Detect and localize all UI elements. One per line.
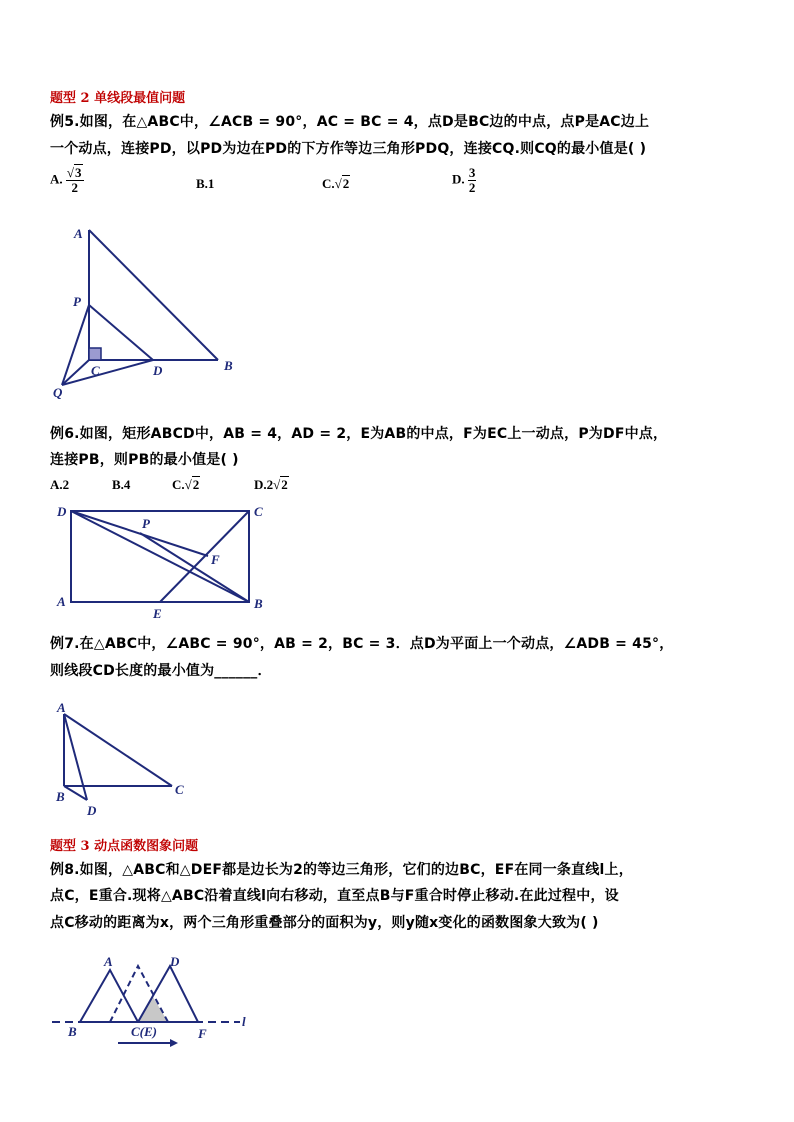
label-a: A (57, 594, 66, 609)
example-5-line-2: 一个动点，连接PD，以PD为边在PD的下方作等边三角形PDQ，连接CQ.则CQ的最小值是( ) (50, 141, 647, 157)
label-e: E (153, 606, 162, 621)
ex6-option-d: D.2√2 (254, 477, 288, 492)
label-a: A (57, 700, 66, 715)
example-7-line-2: 则线段CD长度的最小值为______． (50, 663, 272, 679)
example-8-line-1: 例8.如图，△ABC和△DEF都是边长为2的等边三角形，它们的边BC，EF在同一条直线l上， (50, 862, 633, 878)
arrow-right-icon (170, 1039, 178, 1047)
example-8-line-3: 点C移动的距离为x，两个三角形重叠部分的面积为y，则y随x变化的函数图象大致为( ) (50, 915, 599, 931)
section-2-heading: 题型 2 单线段最值问题 (50, 91, 186, 106)
label-b: B (224, 358, 233, 373)
label-p: P (73, 294, 81, 309)
overlap-region (138, 997, 168, 1022)
label-l: l (242, 1014, 246, 1029)
label-f: F (198, 1026, 207, 1041)
label-c: C (91, 363, 100, 378)
ex6-option-a: A.2 (50, 477, 70, 492)
example-6-line-2: 连接PB，则PB的最小值是( ) (50, 452, 239, 468)
label-d: D (87, 803, 97, 818)
label-p: P (142, 516, 150, 531)
label-a: A (104, 954, 113, 969)
triangle-abc (80, 970, 138, 1022)
ex6-option-b: B.4 (112, 477, 131, 492)
ex5-option-b: B.1 (196, 176, 215, 191)
label-d: D (170, 954, 180, 969)
label-q: Q (53, 385, 63, 400)
ex5-option-a: A. $\frac{√3}{2}$ (50, 165, 82, 195)
label-d: D (153, 363, 163, 378)
example-6-line-1: 例6.如图，矩形ABCD中，AB = 4，AD = 2，E为AB的中点，F为EC上一动点，P为DF中点， (50, 426, 668, 442)
label-d: D (57, 504, 67, 519)
ex5-option-d: D. $\frac{3}{2}$ (452, 165, 476, 195)
ex5-option-c: C.√2 (322, 176, 350, 191)
label-c-e: C(E) (131, 1024, 157, 1039)
label-b: B (68, 1024, 77, 1039)
label-b: B (56, 789, 65, 804)
label-a: A (74, 226, 83, 241)
label-b: B (254, 596, 263, 611)
label-f: F (211, 552, 220, 567)
example-7-line-1: 例7.在△ABC中，∠ABC = 90°，AB = 2，BC = 3．点D为平面上一个动点，∠ADB = 45°， (50, 636, 674, 652)
example-5-line-1: 例5.如图，在△ABC中，∠ACB = 90°，AC = BC = 4，点D是BC边的中点，点P是AC边上 (50, 114, 650, 130)
section-3-heading: 题型 3 动点函数图象问题 (50, 839, 199, 854)
label-c: C (254, 504, 263, 519)
example-8-line-2: 点C，E重合.现将△ABC沿着直线l向右移动，直至点B与F重合时停止移动.在此过程中，设 (50, 888, 619, 904)
label-c: C (175, 782, 184, 797)
ex6-option-c: C.√2 (172, 477, 200, 492)
